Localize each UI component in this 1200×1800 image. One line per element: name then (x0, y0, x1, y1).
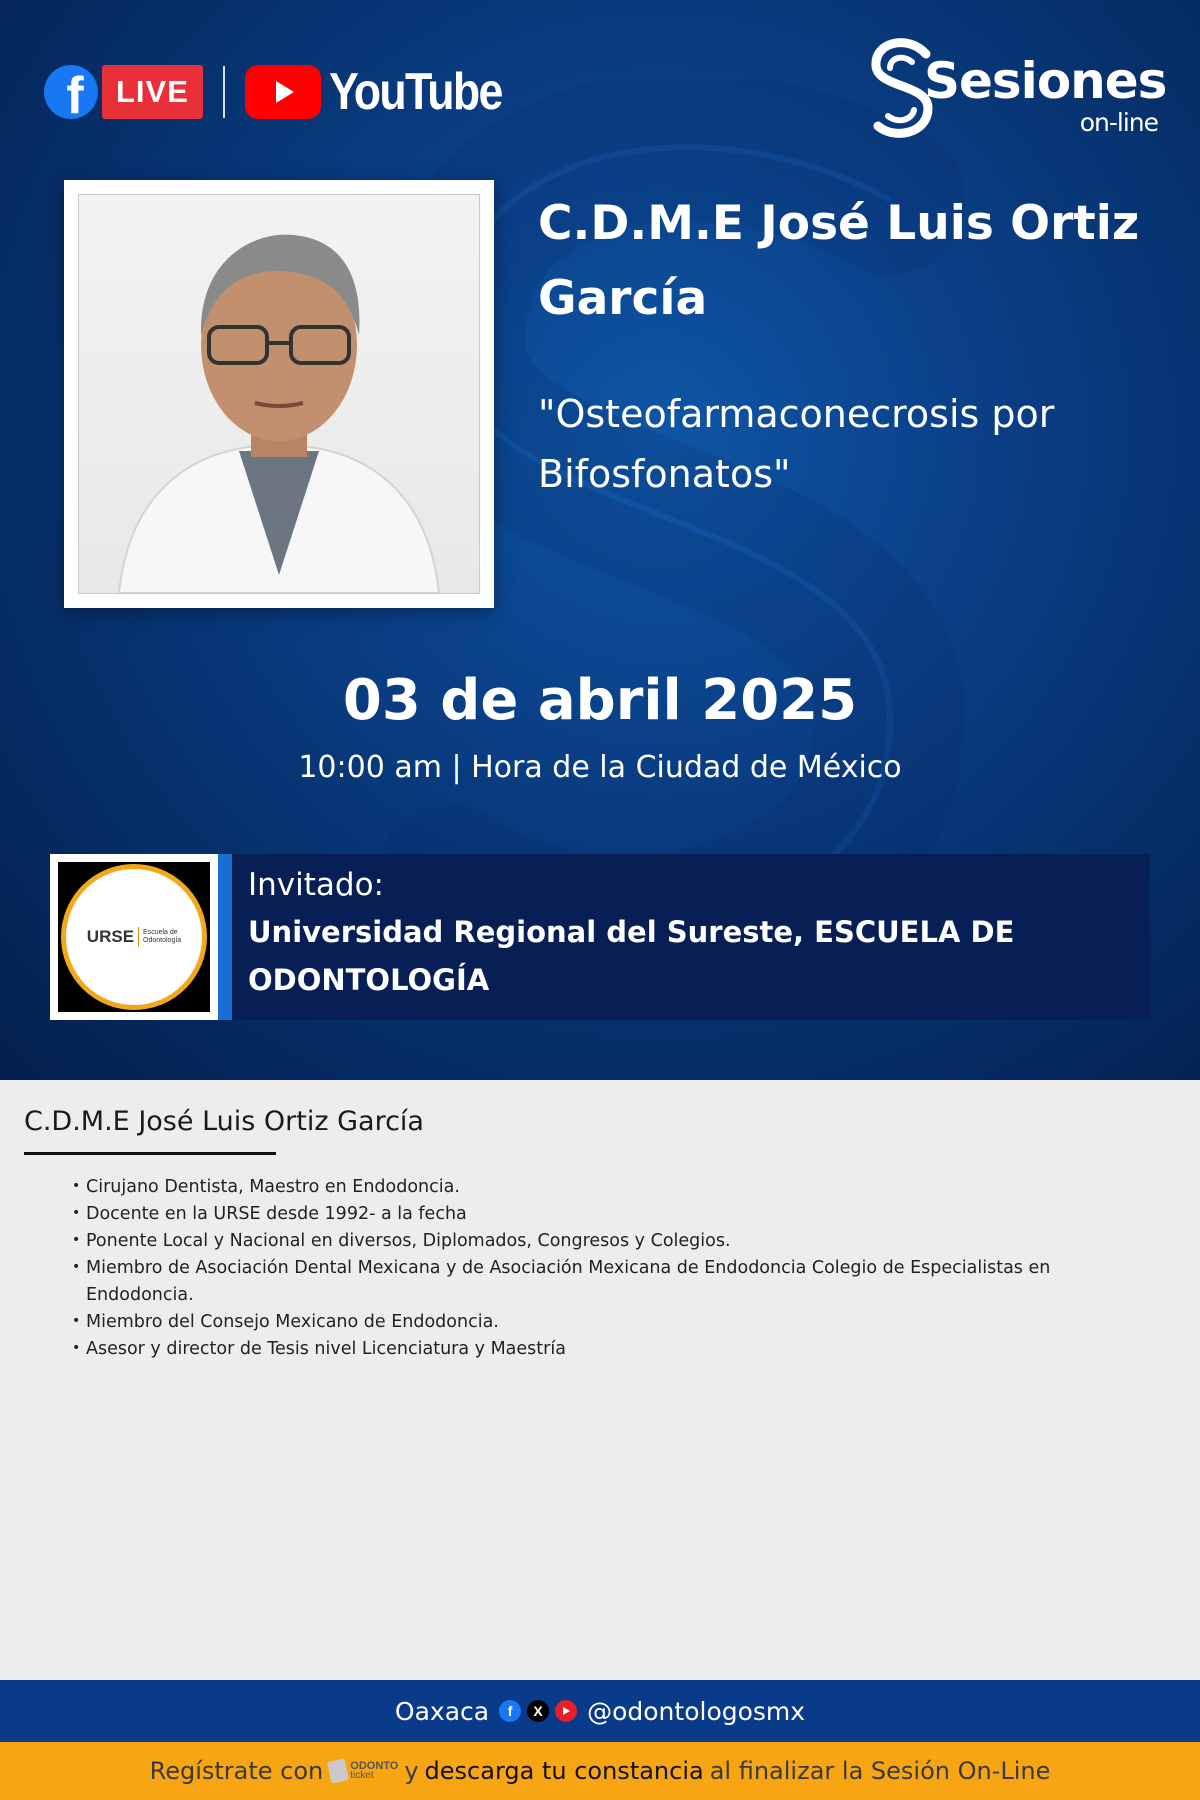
urse-logo-sub-1: Escuela de (143, 929, 178, 936)
brand-name: Sesiones (924, 52, 1167, 110)
cta-and-text: y (404, 1757, 419, 1785)
youtube-icon[interactable] (555, 1700, 577, 1722)
bio-item: • Docente en la URSE desde 1992- a la fecha (72, 1201, 1132, 1228)
urse-logo-sub (143, 929, 181, 945)
speaker-photo-frame (64, 180, 494, 608)
live-badge: LIVE (102, 65, 203, 119)
sesiones-online-logo (868, 36, 1167, 148)
youtube-play-icon[interactable] (245, 65, 321, 119)
bio-item: • Asesor y director de Tesis nivel Licenciatura y Maestría (72, 1336, 1132, 1363)
odontoticket-sub: ticket (350, 1770, 374, 1781)
divider (223, 66, 225, 118)
guest-info (232, 854, 1148, 1020)
footer-city: Oaxaca (394, 1696, 490, 1726)
odontoticket-logo[interactable] (329, 1760, 398, 1782)
ticket-icon (327, 1758, 349, 1783)
speaker-photo (78, 194, 480, 594)
social-live-row (44, 64, 530, 120)
youtube-wordmark[interactable]: YouTube (328, 63, 502, 121)
bio-item: • Miembro de Asociación Dental Mexicana y de Asociación Mexicana de Endodoncia Colegio de Especialistas en Endodoncia. (72, 1255, 1132, 1309)
speaker-name: C.D.M.E José Luis Ortiz García (538, 196, 1140, 326)
urse-logo-word: URSE (87, 927, 139, 947)
guest-accent-bar (218, 854, 232, 1020)
bio-heading: C.D.M.E José Luis Ortiz García (24, 1106, 424, 1137)
urse-logo-ring (61, 864, 207, 1010)
footer-social-bar (0, 1680, 1200, 1742)
talk-title: "Osteofarmaconecrosis por Bifosfonatos" (538, 392, 1055, 496)
odontoticket-brand: ODONTO (350, 1760, 399, 1772)
urse-logo-sub-2: Odontología (143, 937, 182, 944)
bio-item: • Miembro del Consejo Mexicano de Endodoncia. (72, 1309, 1132, 1336)
cta-download-link[interactable]: descarga tu constancia (424, 1757, 704, 1785)
guest-label: Invitado: (248, 867, 384, 903)
urse-logo (50, 854, 218, 1020)
x-icon[interactable]: X (527, 1700, 549, 1722)
bio-item: • Ponente Local y Nacional en diversos, Diplomados, Congresos y Colegios. (72, 1228, 1132, 1255)
bio-list (72, 1174, 1132, 1363)
guest-name: Universidad Regional del Sureste, ESCUELA DE ODONTOLOGÍA (248, 915, 1015, 997)
footer-cta-bar (0, 1742, 1200, 1800)
speaker-portrait-icon (79, 195, 479, 593)
bio-underline (24, 1152, 276, 1155)
brand-subtitle: on-line (1079, 108, 1158, 137)
event-time: 10:00 am | Hora de la Ciudad de México (298, 750, 902, 785)
facebook-icon[interactable]: f (499, 1700, 521, 1722)
cta-end-text: al finalizar la Sesión On-Line (709, 1757, 1051, 1785)
bio-item: • Cirujano Dentista, Maestro en Endodoncia. (72, 1174, 1132, 1201)
event-date: 03 de abril 2025 (342, 668, 858, 733)
footer-handle[interactable]: @odontologosmx (587, 1696, 806, 1726)
cta-register-text: Regístrate con (149, 1757, 324, 1785)
guest-bar (50, 854, 1150, 1020)
facebook-icon[interactable]: f (44, 65, 98, 119)
